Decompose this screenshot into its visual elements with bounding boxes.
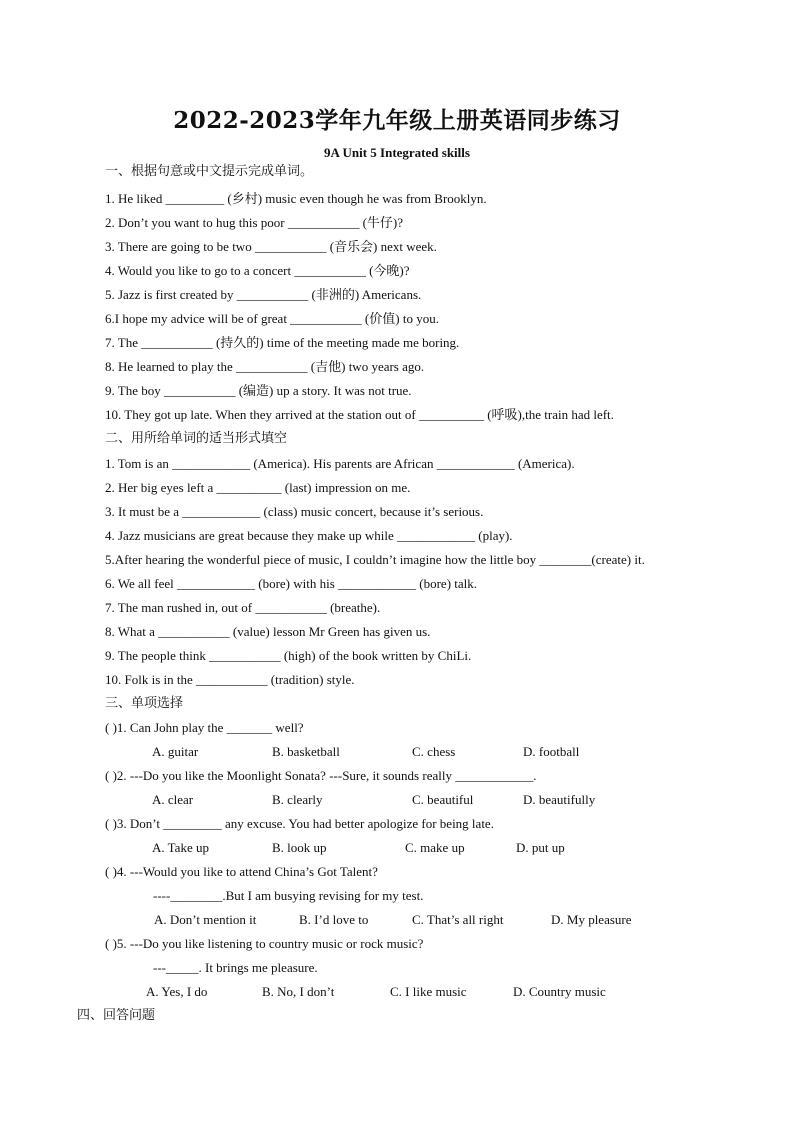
option-a: A. guitar <box>152 744 199 759</box>
question-stem: ( )3. Don’t _________ any excuse. You had better apologize for being late. <box>105 816 494 831</box>
option-c: C. make up <box>405 840 465 855</box>
option-b: B. clearly <box>272 792 323 807</box>
section1-item: 5. Jazz is first created by ___________ (非洲的) Americans. <box>105 287 422 302</box>
section2-item: 9. The people think ___________ (high) of the book written by ChiLi. <box>105 648 472 663</box>
option-b: B. No, I don’t <box>262 984 335 999</box>
option-a: A. Take up <box>152 840 209 855</box>
option-d: D. My pleasure <box>551 912 632 927</box>
section1-item: 3. There are going to be two ___________ (音乐会) next week. <box>105 239 437 254</box>
section1-item: 9. The boy ___________ (编造) up a story. It was not true. <box>105 383 412 398</box>
section1-item: 8. He learned to play the ___________ (吉他) two years ago. <box>105 359 425 374</box>
section3-heading: 三、单项选择 <box>105 696 184 711</box>
section2-item: 10. Folk is in the ___________ (tradition) style. <box>105 672 355 687</box>
option-b: B. look up <box>272 840 327 855</box>
option-b: B. I’d love to <box>299 912 369 927</box>
section2-item: 6. We all feel ____________ (bore) with his ____________ (bore) talk. <box>105 576 478 591</box>
option-a: A. Yes, I do <box>146 984 208 999</box>
section2-item: 1. Tom is an ____________ (America). His parents are African ____________ (America). <box>105 456 575 471</box>
option-a: A. clear <box>152 792 194 807</box>
section1-item: 2. Don’t you want to hug this poor ___________ (牛仔)? <box>105 215 404 230</box>
option-d: D. beautifully <box>523 792 596 807</box>
question-follow: ---_____. It brings me pleasure. <box>153 960 318 975</box>
section1-item: 6.I hope my advice will be of great ___________ (价值) to you. <box>105 311 439 326</box>
page-subtitle: 9A Unit 5 Integrated skills <box>324 145 470 160</box>
question-stem: ( )5. ---Do you like listening to country music or rock music? <box>105 936 424 951</box>
option-b: B. basketball <box>272 744 340 759</box>
section2-item: 5.After hearing the wonderful piece of music, I couldn’t imagine how the little boy ________(create) it. <box>105 552 645 567</box>
question-stem: ( )2. ---Do you like the Moonlight Sonata? ---Sure, it sounds really ____________. <box>105 768 537 783</box>
section1-heading: 一、根据句意或中文提示完成单词。 <box>105 164 314 179</box>
section2-heading: 二、用所给单词的适当形式填空 <box>105 431 288 446</box>
option-d: D. football <box>523 744 580 759</box>
section1-item: 7. The ___________ (持久的) time of the meeting made me boring. <box>105 335 460 350</box>
section1-item: 4. Would you like to go to a concert ___________ (今晚)? <box>105 263 410 278</box>
section1-item: 1. He liked _________ (乡村) music even though he was from Brooklyn. <box>105 191 487 206</box>
option-c: C. I like music <box>390 984 467 999</box>
section2-item: 4. Jazz musicians are great because they make up while ____________ (play). <box>105 528 513 543</box>
section2-item: 2. Her big eyes left a __________ (last) impression on me. <box>105 480 411 495</box>
section4-heading: 四、回答问题 <box>77 1008 156 1023</box>
question-stem: ( )4. ---Would you like to attend China’s Got Talent? <box>105 864 378 879</box>
question-follow: ----________.But I am busying revising for my test. <box>153 888 424 903</box>
section1-item: 10. They got up late. When they arrived at the station out of __________ (呼吸),the train had left. <box>105 407 614 422</box>
page-title: 2022-2023学年九年级上册英语同步练习 <box>173 107 621 134</box>
option-a: A. Don’t mention it <box>154 912 257 927</box>
option-d: D. put up <box>516 840 565 855</box>
question-stem: ( )1. Can John play the _______ well? <box>105 720 304 735</box>
option-d: D. Country music <box>513 984 606 999</box>
option-c: C. That’s all right <box>412 912 504 927</box>
section2-item: 3. It must be a ____________ (class) music concert, because it’s serious. <box>105 504 484 519</box>
option-c: C. chess <box>412 744 456 759</box>
option-c: C. beautiful <box>412 792 474 807</box>
section2-item: 8. What a ___________ (value) lesson Mr Green has given us. <box>105 624 431 639</box>
section2-item: 7. The man rushed in, out of ___________ (breathe). <box>105 600 381 615</box>
